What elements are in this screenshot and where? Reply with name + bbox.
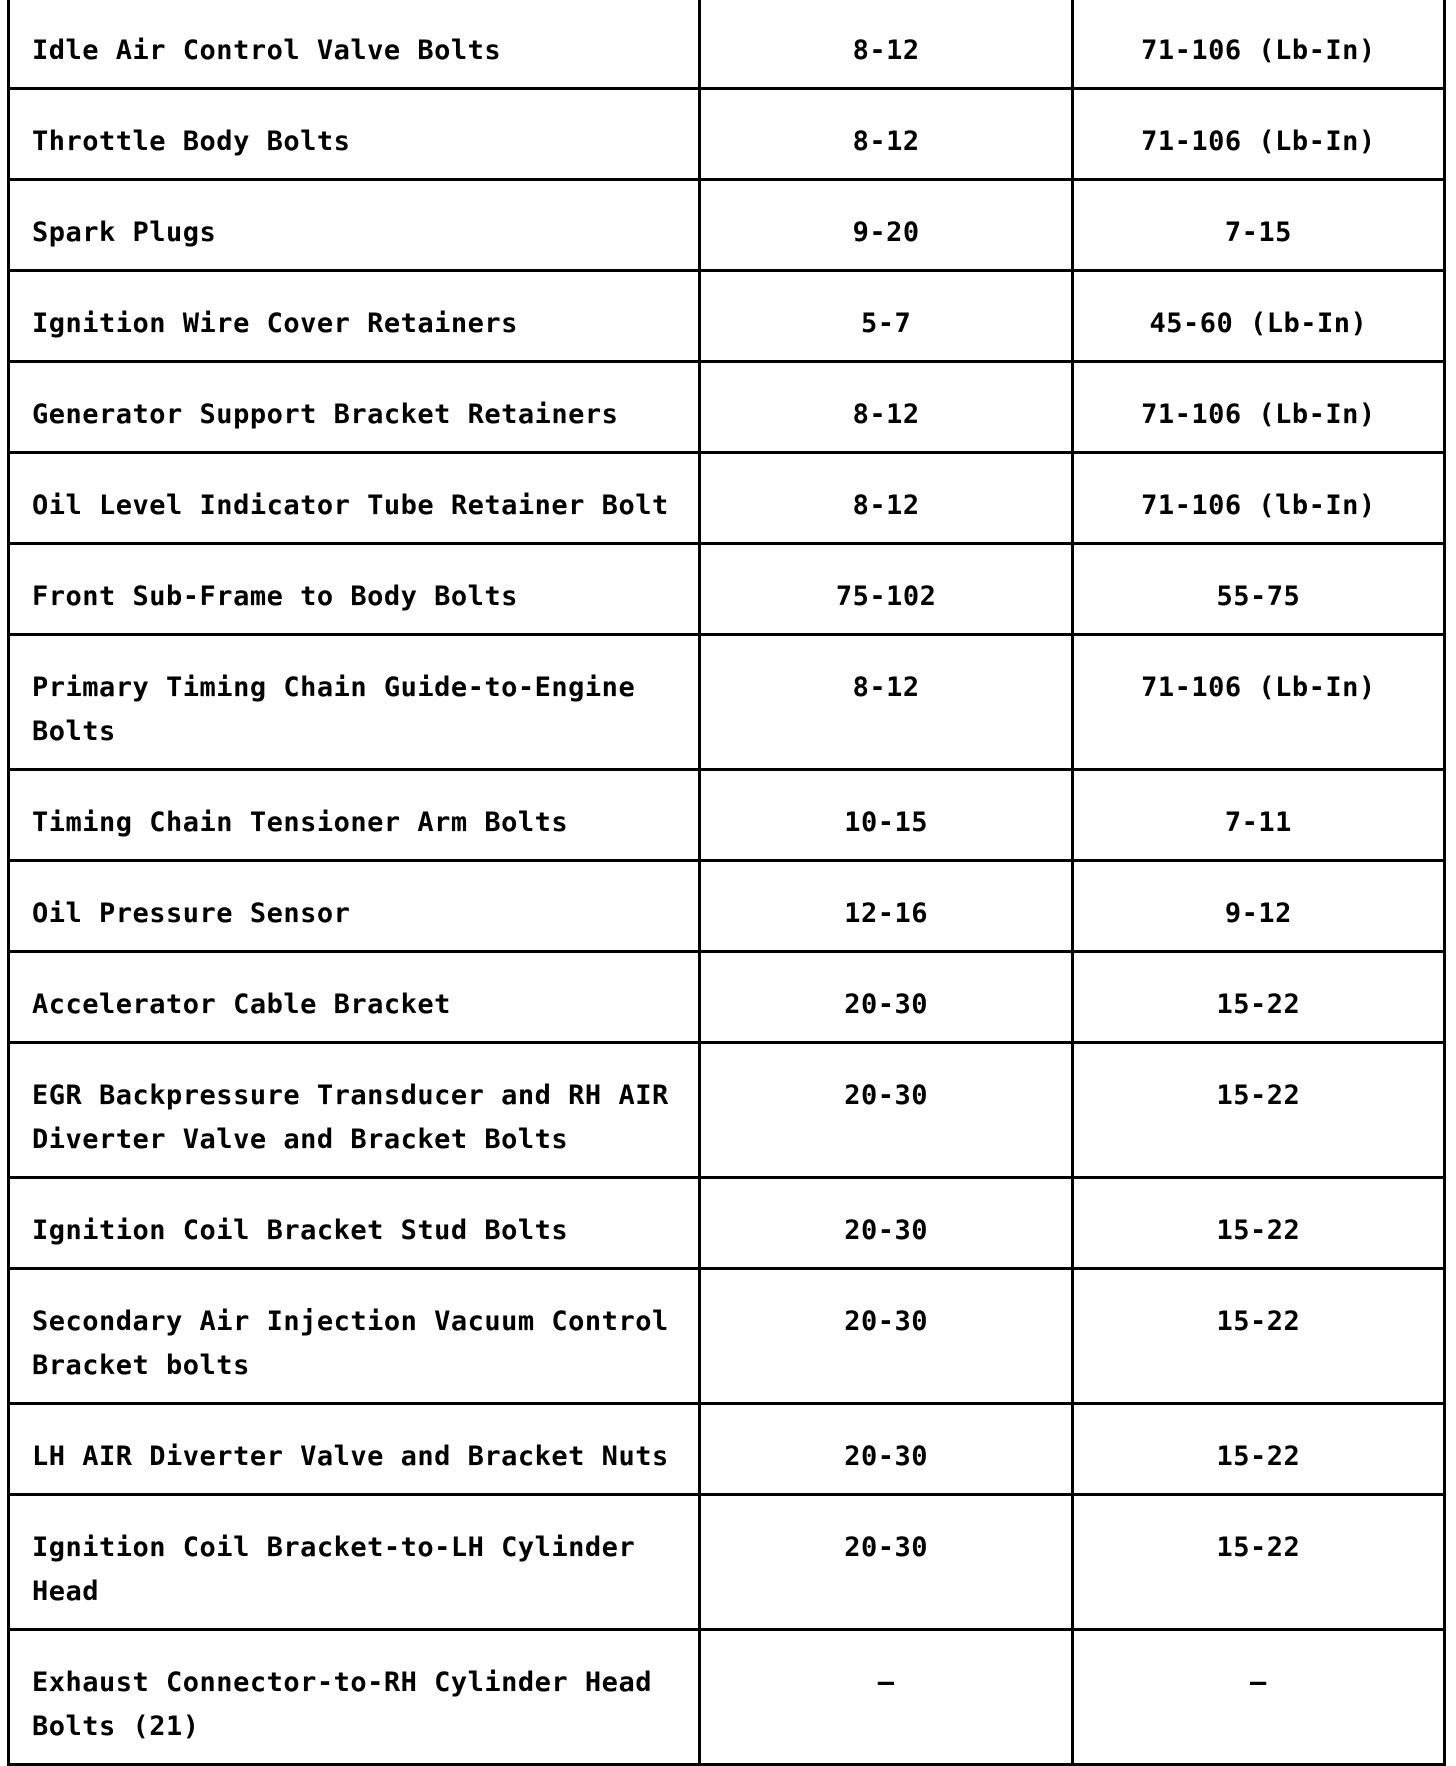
torque-nm-cell: 20-30: [700, 1178, 1072, 1269]
component-cell: Accelerator Cable Bracket: [9, 952, 700, 1043]
torque-nm-cell: 10-15: [700, 770, 1072, 861]
torque-nm-cell: 20-30: [700, 1404, 1072, 1495]
torque-lbft-cell: 45-60 (Lb-In): [1072, 271, 1444, 362]
torque-lbft-cell: 71-106 (lb-In): [1072, 453, 1444, 544]
torque-lbft-cell: 71-106 (Lb-In): [1072, 89, 1444, 180]
component-cell: Throttle Body Bolts: [9, 89, 700, 180]
torque-lbft-cell: 15-22: [1072, 952, 1444, 1043]
component-cell: Ignition Wire Cover Retainers: [9, 271, 700, 362]
torque-lbft-cell: 15-22: [1072, 1178, 1444, 1269]
component-cell: EGR Backpressure Transducer and RH AIR Diverter Valve and Bracket Bolts: [9, 1043, 700, 1178]
table-row: [9, 180, 1445, 271]
table-row: [9, 544, 1445, 635]
torque-lbft-cell: 15-22: [1072, 1043, 1444, 1178]
component-cell: Idle Air Control Valve Bolts: [9, 0, 700, 89]
torque-nm-cell: 8-12: [700, 453, 1072, 544]
torque-nm-cell: 9-20: [700, 180, 1072, 271]
torque-spec-table: [7, 0, 1446, 1766]
torque-nm-cell: 12-16: [700, 861, 1072, 952]
torque-lbft-cell: —: [1072, 1630, 1444, 1765]
torque-nm-cell: 5-7: [700, 271, 1072, 362]
component-cell: Secondary Air Injection Vacuum Control Bracket bolts: [9, 1269, 700, 1404]
torque-nm-cell: 20-30: [700, 1043, 1072, 1178]
torque-lbft-cell: 71-106 (Lb-In): [1072, 635, 1444, 770]
component-cell: Primary Timing Chain Guide-to-Engine Bolts: [9, 635, 700, 770]
torque-lbft-cell: 55-75: [1072, 544, 1444, 635]
table-row: [9, 1630, 1445, 1765]
torque-nm-cell: 20-30: [700, 952, 1072, 1043]
torque-lbft-cell: 7-11: [1072, 770, 1444, 861]
component-cell: Timing Chain Tensioner Arm Bolts: [9, 770, 700, 861]
torque-nm-cell: 8-12: [700, 635, 1072, 770]
component-cell: Ignition Coil Bracket Stud Bolts: [9, 1178, 700, 1269]
torque-nm-cell: 8-12: [700, 89, 1072, 180]
table-row: [9, 635, 1445, 770]
table-row: [9, 1495, 1445, 1630]
torque-nm-cell: 75-102: [700, 544, 1072, 635]
component-cell: Oil Pressure Sensor: [9, 861, 700, 952]
table-row: [9, 271, 1445, 362]
table-row: [9, 453, 1445, 544]
table-row: [9, 770, 1445, 861]
table-row: [9, 1043, 1445, 1178]
torque-nm-cell: 8-12: [700, 0, 1072, 89]
table-row: [9, 1269, 1445, 1404]
torque-lbft-cell: 15-22: [1072, 1495, 1444, 1630]
table-row: [9, 861, 1445, 952]
component-cell: Spark Plugs: [9, 180, 700, 271]
torque-lbft-cell: 7-15: [1072, 180, 1444, 271]
torque-lbft-cell: 15-22: [1072, 1404, 1444, 1495]
table-row: [9, 1404, 1445, 1495]
table-row: [9, 362, 1445, 453]
torque-lbft-cell: 71-106 (Lb-In): [1072, 0, 1444, 89]
torque-nm-cell: 20-30: [700, 1269, 1072, 1404]
table-row: [9, 0, 1445, 89]
component-cell: Exhaust Connector-to-RH Cylinder Head Bolts (21): [9, 1630, 700, 1765]
torque-nm-cell: —: [700, 1630, 1072, 1765]
component-cell: Generator Support Bracket Retainers: [9, 362, 700, 453]
table-row: [9, 89, 1445, 180]
component-cell: Front Sub-Frame to Body Bolts: [9, 544, 700, 635]
component-cell: Oil Level Indicator Tube Retainer Bolt: [9, 453, 700, 544]
torque-lbft-cell: 15-22: [1072, 1269, 1444, 1404]
component-cell: LH AIR Diverter Valve and Bracket Nuts: [9, 1404, 700, 1495]
component-cell: Ignition Coil Bracket-to-LH Cylinder Head: [9, 1495, 700, 1630]
table-row: [9, 1178, 1445, 1269]
torque-nm-cell: 20-30: [700, 1495, 1072, 1630]
torque-lbft-cell: 71-106 (Lb-In): [1072, 362, 1444, 453]
torque-nm-cell: 8-12: [700, 362, 1072, 453]
table-row: [9, 952, 1445, 1043]
torque-lbft-cell: 9-12: [1072, 861, 1444, 952]
